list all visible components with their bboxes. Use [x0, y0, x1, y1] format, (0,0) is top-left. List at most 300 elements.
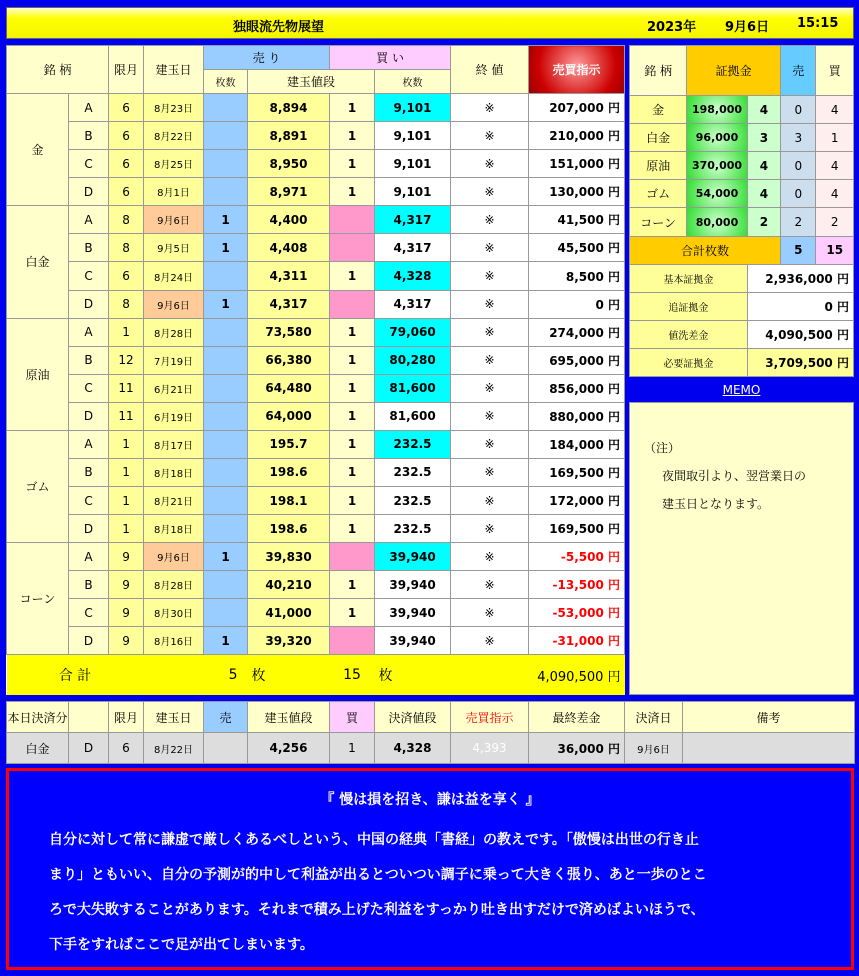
margin-amount: 54,000 — [687, 180, 747, 208]
settle-sell — [204, 733, 248, 764]
row-buy-count: 1 — [330, 178, 375, 206]
title-bar — [6, 7, 854, 39]
row-price: 198.6 — [248, 515, 330, 543]
row-close: 4,317 — [375, 206, 451, 234]
row-buy-count — [330, 290, 375, 318]
settle-header-instr: 売買指示 — [451, 702, 529, 733]
row-price: 41,000 — [248, 599, 330, 627]
row-diff: 8,500 円 — [529, 262, 625, 290]
row-instruction[interactable]: ※ — [451, 178, 529, 206]
margin-buy: 4 — [816, 96, 854, 124]
row-label: A — [69, 318, 109, 346]
row-date: 8月16日 — [144, 627, 204, 655]
row-date: 9月6日 — [144, 543, 204, 571]
settle-brand: 白金 — [7, 733, 69, 764]
row-price: 39,830 — [248, 543, 330, 571]
row-buy-count: 1 — [330, 515, 375, 543]
row-instruction[interactable]: ※ — [451, 94, 529, 122]
margin-sell: 0 — [781, 152, 816, 180]
row-month: 1 — [109, 486, 144, 514]
row-price: 198.6 — [248, 458, 330, 486]
margin-count: 4 — [747, 96, 780, 124]
row-label: B — [69, 234, 109, 262]
total-sell: 5 — [144, 655, 248, 695]
row-diff: -13,500 円 — [529, 571, 625, 599]
memo-note-line-1: 夜間取引より、翌営業日の — [662, 469, 807, 483]
row-instruction[interactable]: ※ — [451, 430, 529, 458]
row-close: 4,317 — [375, 234, 451, 262]
margin-buy: 2 — [816, 208, 854, 236]
row-price: 66,380 — [248, 346, 330, 374]
row-close: 39,940 — [375, 571, 451, 599]
row-buy-count — [330, 543, 375, 571]
row-sell-count: 1 — [204, 206, 248, 234]
row-sell-count — [204, 346, 248, 374]
row-close: 9,101 — [375, 178, 451, 206]
row-month: 11 — [109, 402, 144, 430]
row-price: 195.7 — [248, 430, 330, 458]
brand-name: 金 — [7, 94, 69, 206]
total-buy: 15 — [330, 655, 375, 695]
header-brand: 銘 柄 — [7, 46, 109, 94]
margin-sell: 0 — [781, 180, 816, 208]
margin-buy: 1 — [816, 124, 854, 152]
position-row — [7, 430, 625, 458]
date-label: 9月6日 — [725, 20, 770, 35]
position-row — [7, 571, 625, 599]
summary-label: 基本証拠金 — [630, 264, 748, 292]
position-row — [7, 486, 625, 514]
summary-label: 必要証拠金 — [630, 348, 748, 376]
row-close: 232.5 — [375, 458, 451, 486]
row-month: 1 — [109, 430, 144, 458]
row-sell-count — [204, 178, 248, 206]
row-close: 81,600 — [375, 374, 451, 402]
row-sell-count — [204, 262, 248, 290]
row-close: 79,060 — [375, 318, 451, 346]
row-date: 8月18日 — [144, 515, 204, 543]
row-close: 39,940 — [375, 599, 451, 627]
row-month: 6 — [109, 122, 144, 150]
header-buy: 買 い — [330, 46, 451, 70]
row-label: A — [69, 430, 109, 458]
row-instruction[interactable]: ※ — [451, 234, 529, 262]
row-price: 64,000 — [248, 402, 330, 430]
position-row — [7, 234, 625, 262]
row-label: D — [69, 515, 109, 543]
row-close: 39,940 — [375, 543, 451, 571]
row-instruction[interactable]: ※ — [451, 346, 529, 374]
quote-line-4: 下手をすればここで足が出てしまいます。 — [49, 937, 314, 953]
row-price: 8,971 — [248, 178, 330, 206]
positions-table — [6, 45, 625, 695]
settle-month: 6 — [109, 733, 144, 764]
row-close: 232.5 — [375, 486, 451, 514]
margin-row — [630, 180, 854, 208]
row-date: 9月5日 — [144, 234, 204, 262]
margin-sell: 0 — [781, 96, 816, 124]
row-month: 6 — [109, 94, 144, 122]
row-price: 198.1 — [248, 486, 330, 514]
side-header-sell: 売 — [781, 46, 816, 96]
row-diff: 169,500 円 — [529, 515, 625, 543]
row-date: 8月22日 — [144, 122, 204, 150]
position-row — [7, 206, 625, 234]
row-label: B — [69, 571, 109, 599]
row-price: 40,210 — [248, 571, 330, 599]
margin-brand: 白金 — [630, 124, 687, 152]
row-date: 8月28日 — [144, 318, 204, 346]
brand-name: 原油 — [7, 318, 69, 430]
position-row — [7, 262, 625, 290]
row-sell-count — [204, 430, 248, 458]
row-sell-count: 1 — [204, 627, 248, 655]
quote-line-2: まり」ともいい、自分の予測が的中して利益が出るとついつい調子に乗って大きく張り、あと一歩のとこ — [49, 867, 707, 883]
row-diff: 274,000 円 — [529, 318, 625, 346]
row-diff: 45,500 円 — [529, 234, 625, 262]
row-diff: 151,000 円 — [529, 150, 625, 178]
row-buy-count: 1 — [330, 374, 375, 402]
position-row — [7, 374, 625, 402]
settle-date-settled: 9月6日 — [625, 733, 683, 764]
position-row — [7, 515, 625, 543]
margin-amount: 80,000 — [687, 208, 747, 236]
row-instruction[interactable]: ※ — [451, 402, 529, 430]
row-close: 80,280 — [375, 346, 451, 374]
row-diff: -31,000 円 — [529, 627, 625, 655]
margin-buy: 4 — [816, 180, 854, 208]
row-label: C — [69, 374, 109, 402]
side-header-margin: 証拠金 — [687, 46, 781, 96]
row-label: B — [69, 458, 109, 486]
row-month: 6 — [109, 150, 144, 178]
settle-header-title: 本日決済分 — [7, 702, 69, 733]
row-diff: 210,000 円 — [529, 122, 625, 150]
header-sell-count: 枚数 — [204, 70, 248, 94]
row-label: D — [69, 290, 109, 318]
row-date: 8月17日 — [144, 430, 204, 458]
quote-line-1: 自分に対して常に謙虚で厳しくあるべしという、中国の経典「書経」の教えです。「傲慢は出世の行き止 — [49, 832, 699, 848]
row-label: A — [69, 206, 109, 234]
row-buy-count — [330, 627, 375, 655]
summary-row — [630, 348, 854, 376]
row-month: 8 — [109, 290, 144, 318]
row-close: 232.5 — [375, 430, 451, 458]
row-instruction[interactable]: ※ — [451, 543, 529, 571]
side-header-buy: 買 — [816, 46, 854, 96]
margin-amount: 370,000 — [687, 152, 747, 180]
trade-instruction-button[interactable]: 売買指示 — [529, 46, 625, 94]
margin-table — [629, 45, 854, 377]
memo-note-title: （注） — [644, 441, 681, 455]
settle-buy: 1 — [330, 733, 375, 764]
row-buy-count: 1 — [330, 150, 375, 178]
row-sell-count: 1 — [204, 234, 248, 262]
total-amount: 4,090,500 円 — [451, 655, 625, 695]
row-date: 8月23日 — [144, 94, 204, 122]
margin-sell: 3 — [781, 124, 816, 152]
row-sell-count — [204, 150, 248, 178]
row-label: C — [69, 599, 109, 627]
row-price: 4,311 — [248, 262, 330, 290]
row-month: 6 — [109, 178, 144, 206]
row-close: 39,940 — [375, 627, 451, 655]
row-sell-count: 1 — [204, 543, 248, 571]
row-sell-count — [204, 374, 248, 402]
settlement-table — [6, 701, 855, 764]
row-month: 12 — [109, 346, 144, 374]
row-sell-count — [204, 571, 248, 599]
settle-header-month: 限月 — [109, 702, 144, 733]
row-diff: 184,000 円 — [529, 430, 625, 458]
position-row — [7, 627, 625, 655]
position-row — [7, 122, 625, 150]
row-date: 6月19日 — [144, 402, 204, 430]
position-row — [7, 94, 625, 122]
time-label: 15:15 — [797, 16, 839, 31]
row-label: A — [69, 94, 109, 122]
row-buy-count: 1 — [330, 458, 375, 486]
settle-note — [683, 733, 855, 764]
total-row — [7, 655, 625, 695]
row-instruction[interactable]: ※ — [451, 374, 529, 402]
summary-value: 0 円 — [747, 292, 853, 320]
position-row — [7, 150, 625, 178]
margin-count: 2 — [747, 208, 780, 236]
brand-name: コーン — [7, 543, 69, 655]
row-instruction[interactable]: ※ — [451, 571, 529, 599]
total-buy-unit: 枚 — [375, 655, 451, 695]
row-sell-count — [204, 122, 248, 150]
memo-note-line-2: 建玉日となります。 — [662, 497, 770, 511]
row-diff: 207,000 円 — [529, 94, 625, 122]
margin-row — [630, 208, 854, 236]
margin-count: 4 — [747, 180, 780, 208]
position-row — [7, 543, 625, 571]
summary-value: 3,709,500 円 — [747, 348, 853, 376]
settle-close: 4,328 — [375, 733, 451, 764]
row-label: B — [69, 122, 109, 150]
row-label: D — [69, 627, 109, 655]
row-label: D — [69, 178, 109, 206]
summary-row — [630, 320, 854, 348]
row-buy-count — [330, 206, 375, 234]
row-price: 73,580 — [248, 318, 330, 346]
settle-header-buy: 買 — [330, 702, 375, 733]
row-date: 8月25日 — [144, 150, 204, 178]
settle-final: 36,000 円 — [529, 733, 625, 764]
row-date: 8月1日 — [144, 178, 204, 206]
row-month: 9 — [109, 571, 144, 599]
row-buy-count: 1 — [330, 571, 375, 599]
row-price: 8,894 — [248, 94, 330, 122]
settle-header-label — [69, 702, 109, 733]
row-diff: 880,000 円 — [529, 402, 625, 430]
header-buy-count: 枚数 — [375, 70, 451, 94]
row-instruction[interactable]: ※ — [451, 290, 529, 318]
settle-header-date: 建玉日 — [144, 702, 204, 733]
row-label: D — [69, 402, 109, 430]
row-close: 9,101 — [375, 122, 451, 150]
quote-line-3: ろで大失敗することがあります。それまで積み上げた利益をすっかり吐き出すだけで済めばよいほうで、 — [49, 902, 705, 918]
brand-name: 白金 — [7, 206, 69, 318]
summary-value: 2,936,000 円 — [747, 264, 853, 292]
row-instruction[interactable]: ※ — [451, 318, 529, 346]
row-date: 8月21日 — [144, 486, 204, 514]
row-month: 9 — [109, 543, 144, 571]
row-date: 6月21日 — [144, 374, 204, 402]
row-sell-count — [204, 94, 248, 122]
settle-header-close: 決済値段 — [375, 702, 451, 733]
brand-name: ゴム — [7, 430, 69, 542]
position-row — [7, 346, 625, 374]
side-header-brand: 銘 柄 — [630, 46, 687, 96]
row-diff: 695,000 円 — [529, 346, 625, 374]
row-label: C — [69, 150, 109, 178]
margin-brand: コーン — [630, 208, 687, 236]
row-buy-count: 1 — [330, 430, 375, 458]
row-close: 4,317 — [375, 290, 451, 318]
memo-panel — [629, 402, 854, 695]
row-month: 11 — [109, 374, 144, 402]
side-total-label: 合計枚数 — [630, 236, 781, 264]
row-diff: 856,000 円 — [529, 374, 625, 402]
row-buy-count: 1 — [330, 599, 375, 627]
year-label: 2023年 — [647, 20, 697, 35]
row-instruction[interactable]: ※ — [451, 515, 529, 543]
row-date: 8月18日 — [144, 458, 204, 486]
settle-header-price: 建玉値段 — [248, 702, 330, 733]
row-sell-count — [204, 402, 248, 430]
settle-instr: 4,393 — [451, 733, 529, 764]
row-sell-count — [204, 515, 248, 543]
summary-row — [630, 264, 854, 292]
memo-link[interactable]: MEMO — [722, 383, 761, 397]
settle-header-note: 備考 — [683, 702, 855, 733]
page-title: 独眼流先物展望 — [233, 20, 325, 35]
row-buy-count: 1 — [330, 122, 375, 150]
row-diff: -53,000 円 — [529, 599, 625, 627]
row-month: 1 — [109, 515, 144, 543]
summary-label: 値洗差金 — [630, 320, 748, 348]
row-instruction[interactable]: ※ — [451, 458, 529, 486]
row-sell-count — [204, 318, 248, 346]
row-close: 81,600 — [375, 402, 451, 430]
position-row — [7, 178, 625, 206]
position-row — [7, 599, 625, 627]
row-instruction[interactable]: ※ — [451, 206, 529, 234]
margin-brand: 原油 — [630, 152, 687, 180]
header-close: 終 値 — [451, 46, 529, 94]
row-price: 4,317 — [248, 290, 330, 318]
row-close: 232.5 — [375, 515, 451, 543]
row-date: 8月24日 — [144, 262, 204, 290]
side-total-buy: 15 — [816, 236, 854, 264]
row-close: 9,101 — [375, 150, 451, 178]
settle-price: 4,256 — [248, 733, 330, 764]
settle-header-sell: 売 — [204, 702, 248, 733]
settle-date: 8月22日 — [144, 733, 204, 764]
row-instruction[interactable]: ※ — [451, 262, 529, 290]
row-buy-count: 1 — [330, 346, 375, 374]
position-row — [7, 402, 625, 430]
row-label: B — [69, 346, 109, 374]
row-buy-count — [330, 234, 375, 262]
row-date: 9月6日 — [144, 290, 204, 318]
row-diff: 41,500 円 — [529, 206, 625, 234]
quote-title: 『 慢は損を招き、謙は益を享く 』 — [320, 792, 540, 808]
row-date: 8月30日 — [144, 599, 204, 627]
row-month: 1 — [109, 318, 144, 346]
row-price: 39,320 — [248, 627, 330, 655]
row-diff: 0 円 — [529, 290, 625, 318]
row-month: 1 — [109, 458, 144, 486]
header-sell: 売 り — [204, 46, 330, 70]
position-row — [7, 290, 625, 318]
margin-row — [630, 124, 854, 152]
margin-row — [630, 152, 854, 180]
margin-sell: 2 — [781, 208, 816, 236]
settle-header-date-settled: 決済日 — [625, 702, 683, 733]
header-month: 限月 — [109, 46, 144, 94]
settle-header-final: 最終差金 — [529, 702, 625, 733]
summary-row — [630, 292, 854, 320]
row-sell-count — [204, 458, 248, 486]
side-total-sell: 5 — [781, 236, 816, 264]
row-buy-count: 1 — [330, 262, 375, 290]
row-label: C — [69, 486, 109, 514]
row-month: 9 — [109, 599, 144, 627]
row-close: 4,328 — [375, 262, 451, 290]
row-price: 4,400 — [248, 206, 330, 234]
row-month: 8 — [109, 206, 144, 234]
row-instruction[interactable]: ※ — [451, 599, 529, 627]
row-month: 6 — [109, 262, 144, 290]
row-month: 8 — [109, 234, 144, 262]
header-price: 建玉値段 — [248, 70, 375, 94]
row-buy-count: 1 — [330, 486, 375, 514]
row-price: 64,480 — [248, 374, 330, 402]
total-sell-unit: 枚 — [248, 655, 330, 695]
row-sell-count: 1 — [204, 290, 248, 318]
row-buy-count: 1 — [330, 94, 375, 122]
margin-brand: ゴム — [630, 180, 687, 208]
settle-row — [7, 733, 855, 764]
row-label: A — [69, 543, 109, 571]
row-diff: -5,500 円 — [529, 543, 625, 571]
row-price: 4,408 — [248, 234, 330, 262]
header-date: 建玉日 — [144, 46, 204, 94]
position-row — [7, 458, 625, 486]
row-buy-count: 1 — [330, 402, 375, 430]
row-price: 8,950 — [248, 150, 330, 178]
total-label: 合 計 — [7, 655, 144, 695]
margin-amount: 198,000 — [687, 96, 747, 124]
summary-label: 追証拠金 — [630, 292, 748, 320]
margin-count: 3 — [747, 124, 780, 152]
row-sell-count — [204, 599, 248, 627]
row-instruction[interactable]: ※ — [451, 122, 529, 150]
row-instruction[interactable]: ※ — [451, 486, 529, 514]
row-close: 9,101 — [375, 94, 451, 122]
row-date: 7月19日 — [144, 346, 204, 374]
row-instruction[interactable]: ※ — [451, 627, 529, 655]
margin-brand: 金 — [630, 96, 687, 124]
summary-value: 4,090,500 円 — [747, 320, 853, 348]
row-sell-count — [204, 486, 248, 514]
row-diff: 130,000 円 — [529, 178, 625, 206]
row-instruction[interactable]: ※ — [451, 150, 529, 178]
